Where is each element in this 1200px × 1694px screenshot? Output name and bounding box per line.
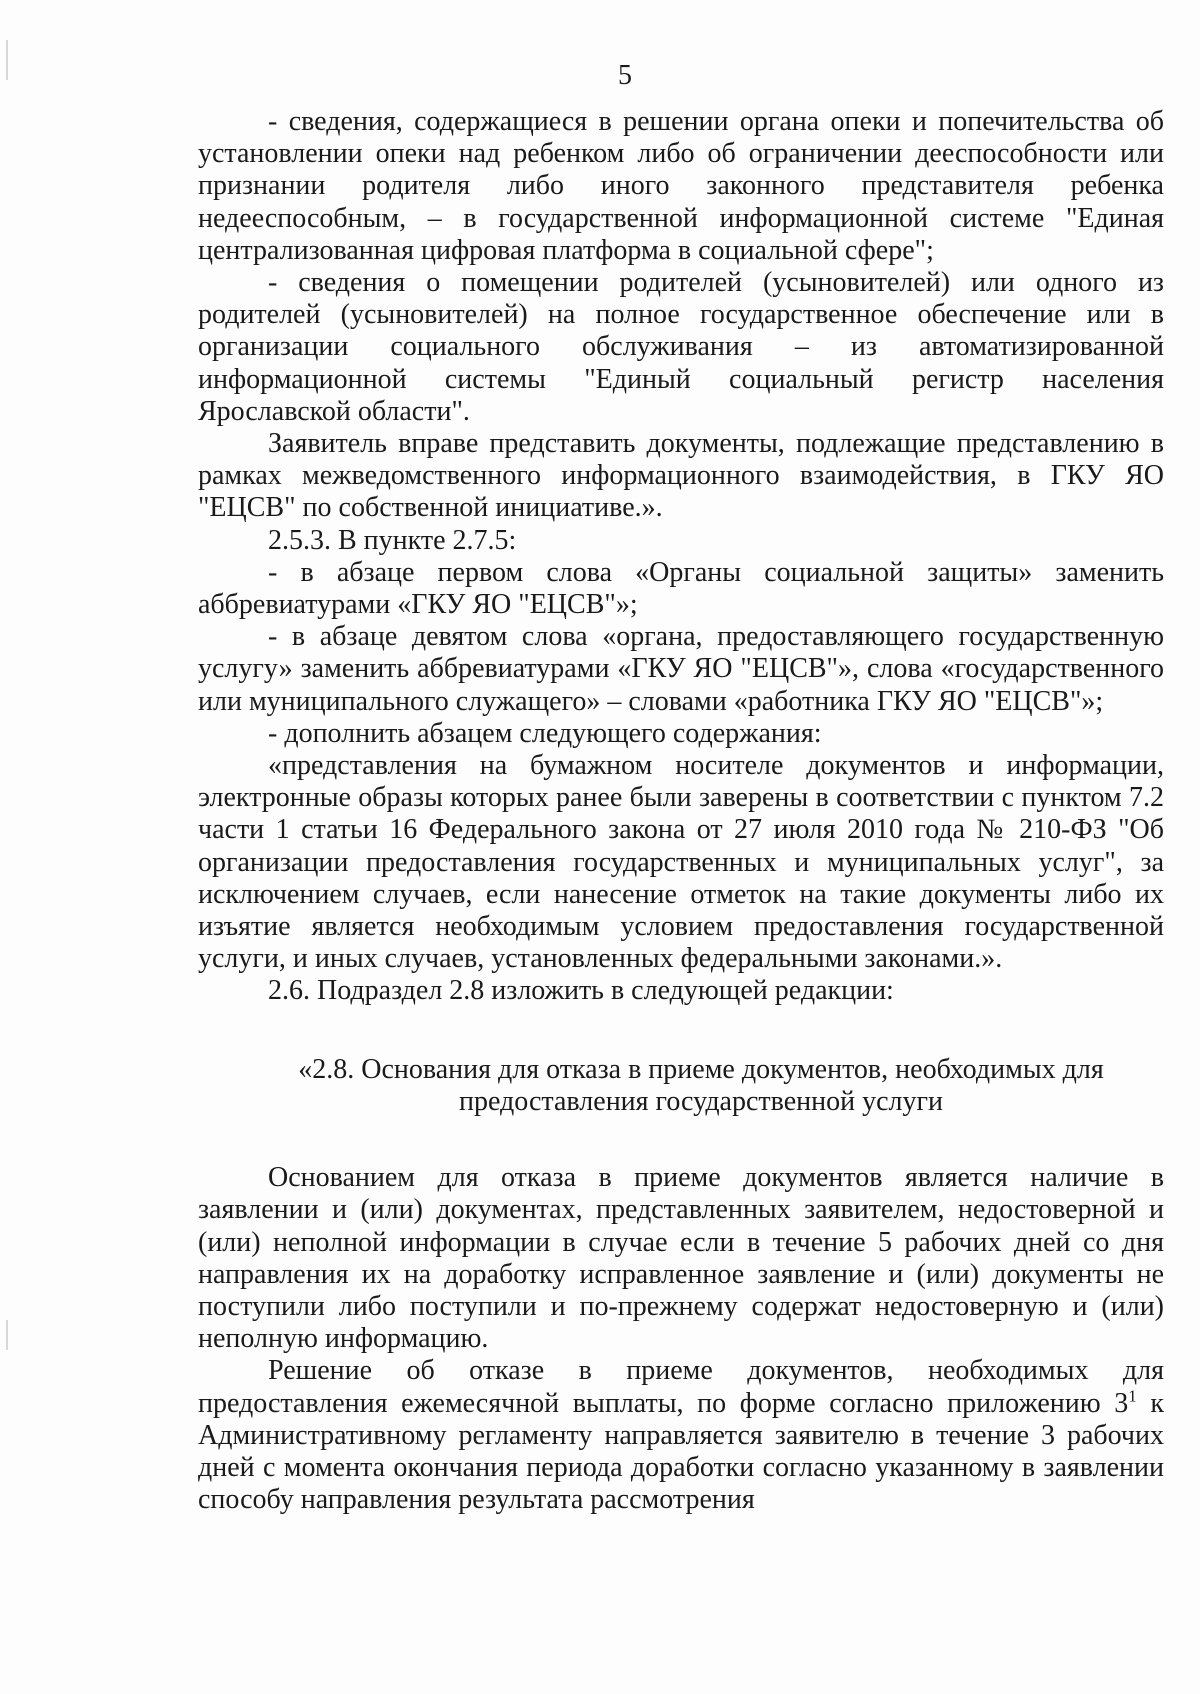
paragraph: - дополнить абзацем следующего содержания: xyxy=(268,717,822,749)
paragraph: - в абзаце первом слова «Органы социальной защиты» заменить аббревиатурами «ГКУ ЯО "ЕЦСВ"»; xyxy=(198,556,1164,621)
paragraph: Заявитель вправе представить документы, подлежащие представлению в рамках межведомственного информационного взаимодействия, в ГКУ ЯО "ЕЦСВ" по собственной инициативе.». xyxy=(198,428,1164,524)
scan-edge-mark xyxy=(6,1320,8,1350)
paragraph xyxy=(198,1355,1164,1516)
section-heading-line: предоставления государственной услуги xyxy=(459,1085,943,1117)
paragraph: - сведения о помещении родителей (усыновителей) или одного из родителей (усыновителей) на полное государственное обеспечение или в организации социального обслуживания – из автоматизированной информационной системы "Единый социальный регистр населения Ярославской области". xyxy=(198,267,1164,427)
section-heading-line: «2.8. Основания для отказа в приеме документов, необходимых для xyxy=(298,1053,1104,1085)
section-heading xyxy=(198,1054,1164,1118)
paragraph-text: к Административному регламенту направляется заявителю в течение 3 рабочих дней с момента окончания периода доработки согласно указанному в заявлении способу направления результата рассмотрения xyxy=(198,1387,1164,1516)
superscript: 1 xyxy=(1128,1386,1137,1406)
page-number: 5 xyxy=(618,60,632,91)
paragraph: 2.6. Подраздел 2.8 изложить в следующей редакции: xyxy=(268,975,894,1007)
paragraph: - в абзаце девятом слова «органа, предоставляющего государственную услугу» заменить аббревиатурами «ГКУ ЯО "ЕЦСВ"», слова «государственного или муниципального служащего» – словами «работника ГКУ ЯО "ЕЦСВ"»; xyxy=(198,621,1164,717)
document-body xyxy=(198,106,1164,1516)
paragraph: Основанием для отказа в приеме документов является наличие в заявлении и (или) документах, представленных заявителем, недостоверной и (или) неполной информации в случае если в течение 5 рабочих дней со дня направления их на доработку исправленное заявление и (или) документы не поступили либо поступили и по-прежнему содержат недостоверную и (или) неполную информацию. xyxy=(198,1162,1164,1355)
paragraph-text: Решение об отказе в приеме документов, необходимых для предоставления ежемесячной выплаты, по форме согласно приложению 3 xyxy=(198,1355,1164,1419)
paragraph: - сведения, содержащиеся в решении органа опеки и попечительства об установлении опеки над ребенком либо об ограничении дееспособности или признании родителя либо иного законного представителя ребенка недееспособным, – в государственной информационной системе "Единая централизованная цифровая платформа в социальной сфере"; xyxy=(198,106,1164,266)
paragraph: 2.5.3. В пункте 2.7.5: xyxy=(268,524,517,556)
paragraph: «представления на бумажном носителе документов и информации, электронные образы которых ранее были заверены в соответствии с пунктом 7.2 части 1 статьи 16 Федерального закона от 27 июля 2010 года № 210-ФЗ "Об организации предоставления государственных и муниципальных услуг", за исключением случаев, если нанесение отметок на такие документы либо их изъятие является необходимым условием предоставления государственной услуги, и иных случаев, установленных федеральными законами.». xyxy=(198,750,1164,975)
